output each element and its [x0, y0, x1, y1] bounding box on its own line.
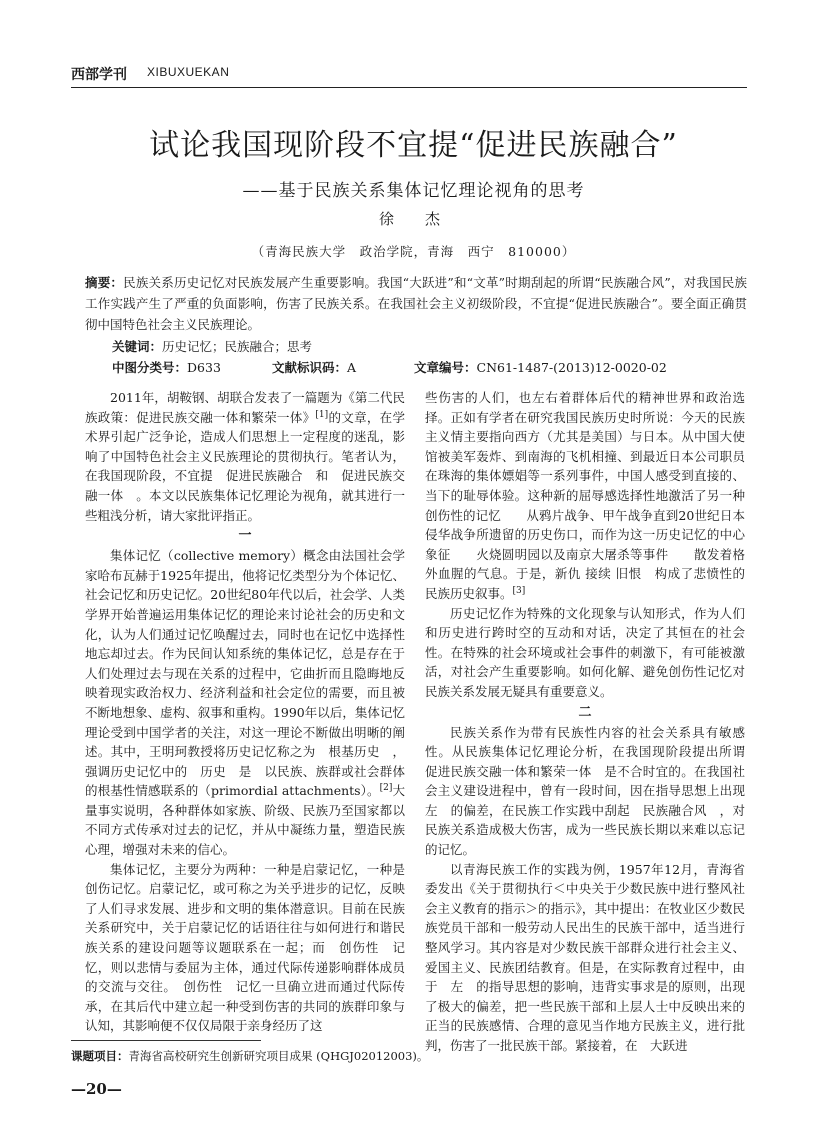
article-subtitle: ——基于民族关系集体记忆理论视角的思考 [242, 181, 585, 201]
section-heading-2: 二 [578, 704, 592, 720]
paragraph: 集体记忆（collective memory）概念由法国社会学家哈布瓦赫于1925年提出，他将记忆类型分为个体记忆、社会记忆和历史记忆。20世纪80年代以后，社会学、人类学界开始普遍运用集体记忆的理论来讨论社会的历史和文化，认为人们通过记忆唤醒过去，同时也在记忆中选择性地忘却过去。作为民间认知系统的集体记忆，总是存在于人们处理过去与现在关系的过程中，它曲折而且隐晦地反映着现实政治权力、经济利益和社会定位的需要，而且被不断地想象、虚构、叙事和重构。1990年以后，集体记忆理论受到中国学者的关注，对这一理论不断做出明晰的阐述。其中，王明珂教授将历史记忆称之为 根基历史 ，强调历史记忆中的 历史 是 以民族、族群或社会群体的根基性情感联系的（primordial attachments）。[2]大量事实说明，各种群体如家族、阶级、民族乃至国家都以不同方式传承对过去的记忆，并从中凝练力量，塑造民族心理，增强对未来的信心。 [85, 548, 405, 858]
body-column-right [425, 388, 758, 1056]
footnote-divider [71, 1040, 261, 1041]
paragraph: 些伤害的人们，也左右着群体后代的精神世界和政治选择。正如有学者在研究我国民族历史时所说：今天的民族主义情主要指向西方（尤其是美国）与日本。从中国大使馆被美军轰炸、到南海的飞机相撞、到最近日本公司职员在珠海的集体嫖娼等一系列事件，中国人感受到直接的、当下的耻辱体验。这种新的屈辱感选择性地激活了另一种创伤性的记忆 从鸦片战争、甲午战争直到20世纪日本侵华战争所遗留的历史伤口，而作为这一历史记忆的中心象征 火烧圆明园以及南京大屠杀等事件 散发着格外血腥的气息。于是，新仇 接续 旧恨 构成了悲愤性的民族历史叙事。[3] [425, 390, 745, 601]
paragraph: 历史记忆作为特殊的文化现象与认知形式，作为人们和历史进行跨时空的互动和对话，决定了其恒在的社会性。在特殊的社会环境或社会事件的刺激下，有可能被激活，对社会产生重要影响。如何化解、避免创伤性记忆对民族关系发展无疑具有重要意义。 [425, 605, 745, 699]
journal-name-cn: 西部学刊 [71, 67, 127, 83]
body-column-left [85, 388, 405, 1036]
keywords [112, 337, 312, 355]
doc-code-label: 文献标识码： [272, 360, 348, 375]
abstract-label: 摘要： [85, 275, 124, 290]
abstract-text: 民族关系历史记忆对民族发展产生重要影响。我国“大跃进”和“文革”时期刮起的所谓“民族融合风”，对我国民族工作实践产生了严重的负面影响，伤害了民族关系。在我国社会主义初级阶段，不宜提“促进民族融合”。要全面正确贯彻中国特色社会主义民族理论。 [85, 275, 747, 332]
article-no-value: CN61-1487-(2013)12-0020-02 [476, 360, 667, 375]
keywords-text: 历史记忆；民族融合；思考 [162, 339, 313, 354]
doc-code-value: A [347, 360, 357, 375]
abstract [85, 272, 747, 335]
citation-ref: [1] [315, 409, 329, 420]
funding-label: 课题项目： [71, 1049, 129, 1063]
funding-text: 青海省高校研究生创新研究项目成果 (QHGJ02012003)。 [128, 1049, 429, 1063]
article-title: 试论我国现阶段不宜提“促进民族融合” [149, 128, 678, 163]
running-header [71, 63, 747, 88]
section-heading-1: 一 [238, 528, 252, 544]
paragraph: 以青海民族工作的实践为例，1957年12月，青海省委发出《关于贯彻执行＜中央关于少数民族中进行整风社会主义教育的指示＞的指示》，其中提出：在牧业区少数民族党员干部和一般劳动人民出生的民族干部中，适当进行整风学习。其内容是对少数民族干部群众进行社会主义、爱国主义、民族团结教育。但是，在实际教育过程中，由于 左 的指导思想的影响，违背实事求是的原则，出现了极大的偏差，把一些民族干部和上层人士中反映出来的正当的民族感情、合理的意见当作地方民族主义，进行批判，伤害了一批民族干部。紧接着，在 大跃进 [425, 861, 745, 1053]
journal-name-en: XIBUXUEKAN [147, 65, 230, 79]
citation-ref: [2] [379, 783, 393, 794]
paragraph: 民族关系作为带有民族性内容的社会关系具有敏感性。从民族集体记忆理论分析，在我国现阶段提出所谓 促进民族交融一体和繁荣一体 是不合时宜的。在我国社会主义建设进程中，曾有一段时间，因在指导思想上出现 左 的偏差，在民族工作实践中刮起 民族融合风 ，对民族关系造成极大伤害，成为一些民族长期以来难以忘记的记忆。 [425, 724, 758, 858]
citation-ref: [3] [512, 585, 526, 596]
page-number: —20— [71, 1080, 122, 1098]
author-name: 徐 杰 [378, 210, 448, 228]
clc-value: D633 [187, 360, 221, 375]
author-affiliation: （青海民族大学 政治学院，青海 西宁 810000） [251, 244, 576, 259]
clc-label: 中图分类号： [112, 360, 188, 375]
paragraph: 集体记忆，主要分为两种：一种是启蒙记忆，一种是创伤记忆。启蒙记忆，或可称之为关乎进步的记忆，反映了人们寻求发展、进步和文明的集体潜意识。目前在民族关系研究中，关于启蒙记忆的话语往往与如何进行和谐民族关系的建设问题等议题联系在一起；而 创伤性 记忆，则以悲情与委屈为主体，通过代际传递影响群体成员的交流与交往。 创伤性 记忆一旦确立进而通过代际传承，在其后代中建立起一种受到伤害的共同的族群印象与认知，其影响便不仅仅局限于亲身经历了这 [85, 861, 405, 1034]
article-no-label: 文章编号： [414, 360, 477, 375]
funding-footnote [71, 1048, 428, 1064]
paragraph: 2011年，胡鞍钢、胡联合发表了一篇题为《第二代民族政策：促进民族交融一体和繁荣一体》[1]的文章，在学术界引起广泛争论，造成人们思想上一定程度的迷乱，影响了中国特色社会主义民族理论的贯彻执行。笔者认为，在我国现阶段，不宜提 促进民族融合 和 促进民族交融一体 。本文以民族集体记忆理论为视角，就其进行一些粗浅分析，请大家批评指正。 [85, 390, 405, 523]
keywords-label: 关键词： [112, 339, 163, 354]
